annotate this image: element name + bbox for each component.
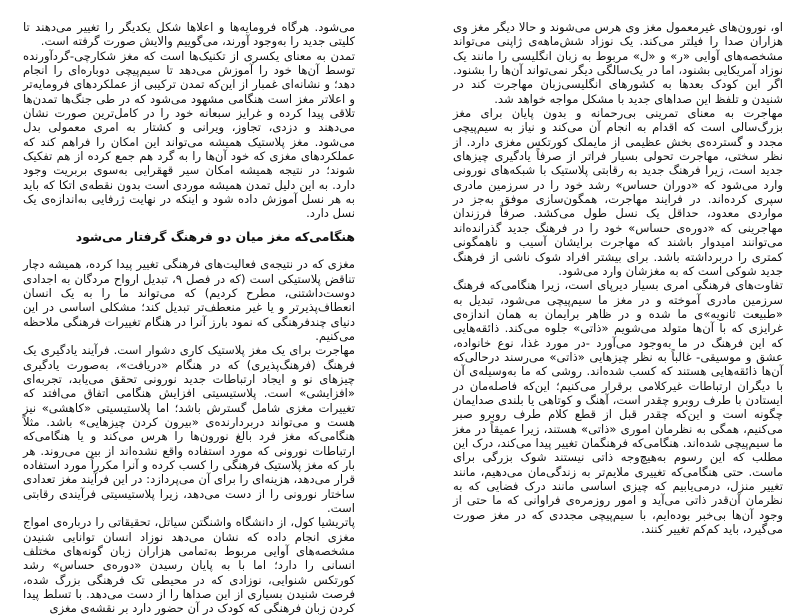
paragraph: او، نورون‌های غیرمعمول مغز وی هرس می‌شوند و حالا دیگر مغز وی هزاران صدا را فیلتر می‌کند. یک نوزاد شش‌ماهه‌ی ژاپنی می‌تواند مشخصه‌های آوایی «ر» و «ل» مربوط به زبان انگلیسی را مانند یک نوزاد آمریکایی بشنود، اما در یک‌سالگی دیگر نمی‌تواند آن‌ها را بشنود. اگر این کودک بعدها به کشورهای انگلیسی‌زبان مهاجرت کند در شنیدن و تلفظ این صداهای جدید با مشکل مواجه خواهد شد. — [453, 20, 783, 106]
paragraph: پاتریشیا کول، از دانشگاه واشنگتن سیاتل، تحقیقاتی را درباره‌ی امواج مغزی انجام داده که نشان می‌دهد نوزاد انسان توانایی شنیدن مشخصه‌های آوایی مربوط به‌تمامی هزاران زبان گونه‌های مختلف انسانی را دارد؛ اما با به پایان رسیدن «دوره‌ی حساس» رشد کورتکس شنوایی، نوزادی که در محیطی تک فرهنگی بزرگ شده، فرصت شنیدن بسیاری از این صداها را از دست می‌دهد. با تسلط پیدا کردن زبان فرهنگی که کودک در آن حضور دارد بر نقشه‌ی مغزی — [23, 515, 355, 616]
paragraph: تفاوت‌های فرهنگی امری بسیار دیرپای است، زیرا هنگامی‌که فرهنگ سرزمین مادری آموخته و در مغز ما سیم‌پیچی می‌شود، تبدیل به «طبیعت ثانویه»‌ی ما شده و در ظاهر برایمان به همان اندازه‌ی غرایزی که با آن‌ها متولد می‌شویم «ذاتی» جلوه می‌کند. ذائقه‌هایی که این فرهنگ در ما به‌وجود می‌آورد -در مورد غذا، نوع خانواده، عشق و موسیقی- غالباً به نظر چیزهایی «ذاتی» می‌رسند درحالی‌که آن‌ها ذائقه‌هایی هستند که کسب شده‌اند. روشی که ما به‌وسیله‌ی آن با دیگران ارتباطات غیرکلامی برقرار می‌کنیم؛ این‌که فاصله‌مان در ایستادن با طرف روبرو چقدر است، آهنگ و کوتاهی یا بلندی صدایمان چگونه است و این‌که چقدر قبل از قطع کلام طرف روبرو صبر می‌کنیم، همگی به نظرمان اموری «ذاتی» هستند، زیرا عمیقاً در مغز ما سیم‌پیچی شده‌اند. هنگامی‌که فرهنگمان تغییر پیدا می‌کند، درک این مطلب که این رسوم به‌هیچ‌وجه ذاتی نیستند شوک بزرگی برای ماست. حتی هنگامی‌که تغییری ملایم‌تر به زندگی‌مان می‌دهیم، مانند تغییر منزل، درمی‌یابیم که چیزی اساسی مانند درک فضایی که به نظرمان آن‌قدر ذاتی می‌آید و امور روزمره‌ی فراوانی که ما حتی از وجود آن‌ها بی‌خبر بوده‌ایم، با سیم‌پیچی مجددی که در مغز صورت می‌گیرد، باید کم‌کم تغییر کنند. — [453, 278, 783, 537]
section-heading: هنگامی‌که مغز میان دو فرهنگ گرفتار می‌شود — [75, 228, 355, 244]
paragraph: مهاجرت برای یک مغز پلاستیک کاری دشوار است. فرآیند یادگیری یک فرهنگ (فرهنگ‌پذیری) که در هنگام «دریافت»، به‌صورت یادگیری چیزهای نو و ایجاد ارتباطات جدید نورونی تحقق می‌یابد، تجربه‌ای «افزایشی» است. پلاستیسیتی افزایش هنگامی اتفاق می‌افتد که تغییرات مغزی شامل گسترش باشد؛ اما پلاستیسیتی «کاهشی» نیز هست و می‌تواند دربردارنده‌ی «بیرون کردن چیزهایی» باشد. مثلاً هنگامی‌که مغز فرد بالغ نورون‌ها را هرس می‌کند و یا هنگامی‌که ارتباطات نورونی که مورد استفاده واقع نشده‌اند از بین می‌روند. هر بار که مغز پلاستیک فرهنگی را کسب کرده و آنرا مکرراً مورد استفاده قرار می‌دهد، هزینه‌ای را برای آن می‌پردازد: در این فرآیند مغز تعدادی ساختار نورونی را از دست می‌دهد، زیرا پلاستیسیتی فرآیندی رقابتی است. — [23, 343, 355, 515]
paragraph: می‌شود. هرگاه فرومایه‌ها و اعلاها شکل یکدیگر را تغییر می‌دهند تا کلیتی جدید را به‌وجود آورند، می‌گوییم والایش صورت گرفته است. — [23, 20, 355, 49]
paragraph: مهاجرت به معنای تمرینی بی‌رحمانه و بدون پایان برای مغز بزرگ‌سالی است که اقدام به انجام آن می‌کند و نیاز به سیم‌پیچی مجدد و گسترده‌ی بخش عظیمی از مایملک کورتکس مغزی دارد. از نظر سختی، مهاجرت تحولی بسیار فراتر از صرفاً یادگیری چیزهای جدید است، زیرا فرهنگ جدید به رقابتی پلاستیک با شبکه‌های نورونی وارد می‌شود که «دوران حساس» رشد خود را در سرزمین مادری سپری کرده‌اند. در فرایند مهاجرت، همگون‌سازی موفق به‌جز در مواردی معدود، حداقل یک نسل طول می‌کشد. صرفاً فرزندان مهاجرینی که «دوره‌ی حساس» خود را در فرهنگ جدید گذرانده‌اند می‌توانند امیدوار باشند که مهاجرت برایشان آسیب و ناهمگونی کمتری را دربرداشته باشد. برای بیشتر افراد شوک ناشی از فرهنگ جدید شوکی است که به مغزشان وارد می‌شود. — [453, 106, 783, 278]
paragraph: مغزی که در نتیجه‌ی فعالیت‌های فرهنگی تغییر پیدا کرده، همیشه دچار تناقض پلاستیکی است (که در فصل ۹، تبدیل ارواح مردگان به اجدادی دوست‌داشتنی، مطرح کردیم) که می‌تواند ما را به یک انسان انعطاف‌پذیرتر و یا غیر منعطف‌تر تبدیل کند؛ مشکلی اساسی در این دنیای چندفرهنگی که نمود بارز آنرا در هنگام تغییرات فرهنگی ملاحظه می‌کنیم. — [23, 257, 355, 343]
paragraph: تمدن به معنای یکسری از تکنیک‌ها است که مغز شکارچی-گردآورنده توسط آن‌ها خود را آموزش می‌دهد تا سیم‌پیچی دوباره‌ای را انجام دهد؛ و نشانه‌ای غمبار از این‌که تمدن ترکیبی از عملکردهای فرومایه‌تر و اعلاتر مغز است هنگامی مشهود می‌شود که در طی جنگ‌ها تمدن‌ها تلاقی پیدا کرده و غرایز سبعانه خود را در کامل‌ترین صورت نشان می‌دهند و دزدی، تجاوز، ویرانی و کشتار به امری معمولی بدل می‌شود. مغز پلاستیک همیشه می‌تواند این امکان را فراهم کند که عملکردهای مغزی که خود آن‌ها را به گرد هم جمع کرده از هم تفکیک شوند؛ در نتیجه همیشه امکان سیر قهقرایی به‌سوی بربریت وجود دارد. به این دلیل تمدن همیشه موردی است بدون نقطه‌ی اتکا که باید به هر نسل آموزش داده شود و اینکه در نهایت ژرفایی به‌اندازه‌ی یک نسل دارد. — [23, 48, 355, 221]
left-column — [23, 20, 355, 616]
right-column — [453, 20, 783, 536]
